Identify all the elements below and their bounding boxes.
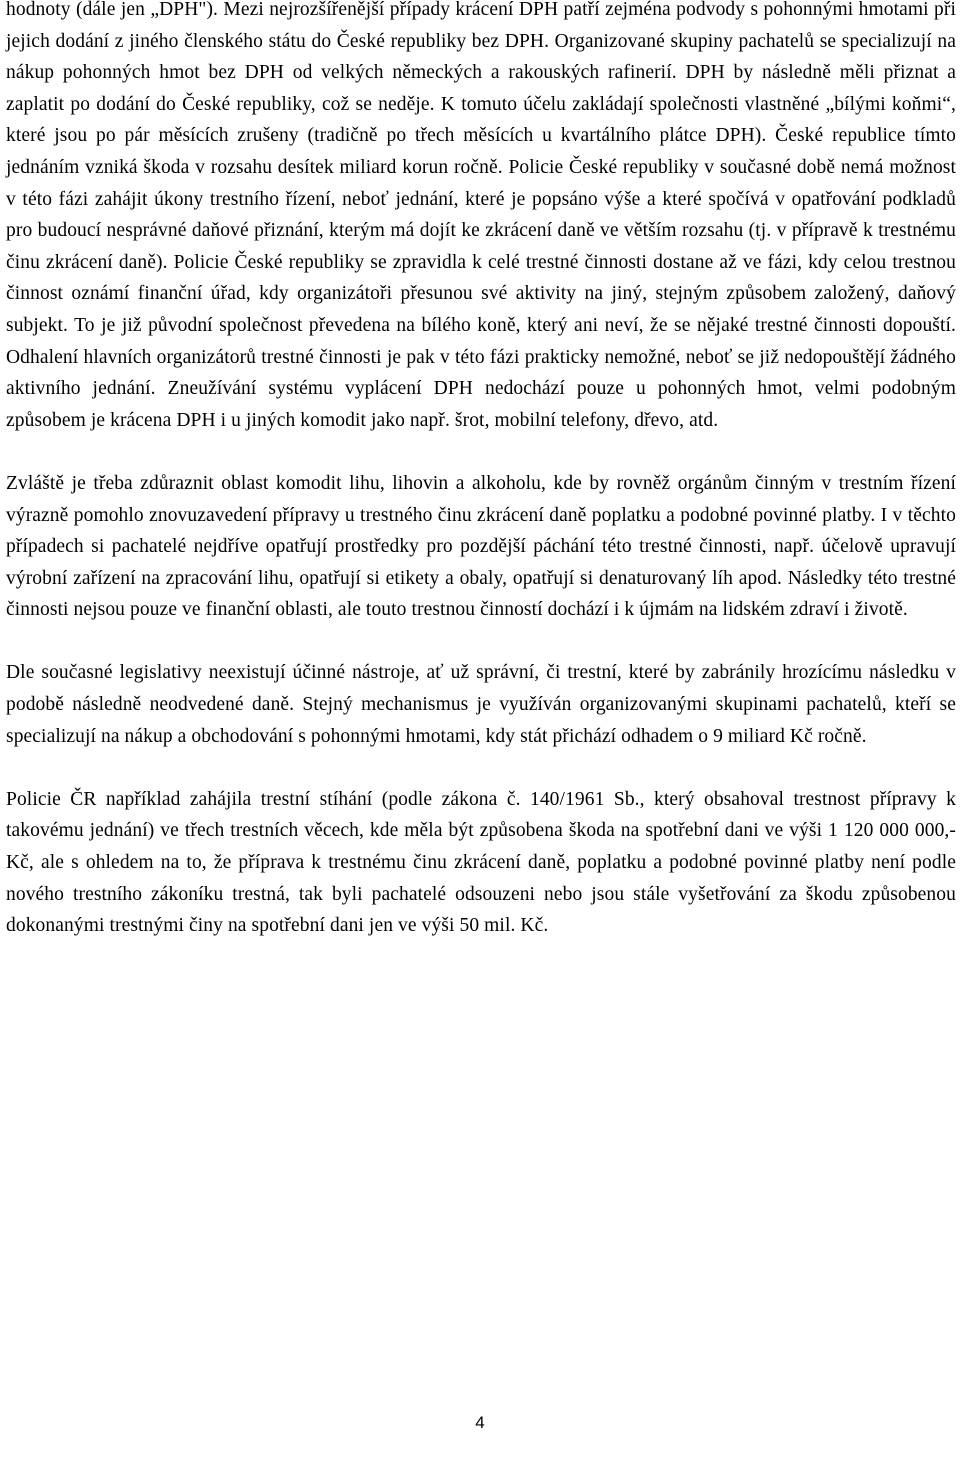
paragraph-alcohol-commodities: Zvláště je třeba zdůraznit oblast komodit lihu, lihovin a alkoholu, kde by rovněž orgánům činným v trestním řízení výrazně pomohlo znovuzavedení přípravy u trestného činu zkrácení daně poplatku a podobné povinné platby. I v těchto případech si pachatelé nejdříve opatřují prostředky pro pozdější páchání této trestné činnosti, např. účelově upravují výrobní zařízení na zpracování lihu, opatřují si etikety a obaly, opatřují si denaturovaný líh apod. Následky této trestné činnosti nejsou pouze ve finanční oblasti, ale touto trestnou činností dochází i k újmám na lidském zdraví i životě. bbox=[6, 472, 956, 621]
page-number: 4 bbox=[475, 1413, 485, 1432]
paragraph-current-legislation: Dle současné legislativy neexistují účinné nástroje, ať už správní, či trestní, které by zabránily hrozícímu následku v podobě následně neodvedené daně. Stejný mechanismus je využíván organizovanými skupinami pachatelů, kteří se specializují na nákup a obchodování s pohonnými hmotami, kdy stát přichází odhadem o 9 miliard Kč ročně. bbox=[6, 662, 956, 747]
paragraph-vat-fraud-fuel: hodnoty (dále jen „DPH"). Mezi nejrozšířenější případy krácení DPH patří zejména podvody s pohonnými hmotami při jejich dodání z jiného členského státu do České republiky bez DPH. Organizované skupiny pachatelů se specializují na nákup pohonných hmot bez DPH od velkých německých a rakouských rafinerií. DPH by následně měli přiznat a zaplatit po dodání do České republiky, což se neděje. K tomuto účelu zakládají společnosti vlastněné „bílými koňmi“, které jsou po pár měsících zrušeny (tradičně po třech měsících u kvartálního plátce DPH). České republice tímto jednáním vzniká škoda v rozsahu desítek miliard korun ročně. Policie České republiky v současné době nemá možnost v této fázi zahájit úkony trestního řízení, neboť jednání, které je popsáno výše a které spočívá v opatřování podkladů pro budoucí nesprávné daňové přiznání, kterým má dojít ke zkrácení daně ve větším rozsahu (tj. v přípravě k trestnému činu zkrácení daně). Policie České republiky se zpravidla k celé trestné činnosti dostane až ve fázi, kdy celou trestnou činnost oznámí finanční úřad, kdy organizátoři přesunou své aktivity na jiný, stejným způsobem založený, daňový subjekt. To je již původní společnost převedena na bílého koně, který ani neví, že se nějaké trestné činnosti dopouští. Odhalení hlavních organizátorů trestné činnosti je pak v této fázi prakticky nemožné, neboť se již nedopouštějí žádného aktivního jednání. Zneužívání systému vyplácení DPH nedochází pouze u pohonných hmot, velmi podobným způsobem je krácena DPH i u jiných komodit jako např. šrot, mobilní telefony, dřevo, atd. bbox=[6, 0, 956, 431]
document-page bbox=[6, 0, 956, 942]
paragraph-police-prosecution: Policie ČR například zahájila trestní stíhání (podle zákona č. 140/1961 Sb., který obsahoval trestnost přípravy k takovému jednání) ve třech trestních věcech, kde měla být způsobena škoda na spotřební dani ve výši 1 120 000 000,- Kč, ale s ohledem na to, že příprava k trestnému činu zkrácení daně, poplatku a podobné povinné platby není podle nového trestního zákoníku trestná, tak byli pachatelé odsouzeni nebo jsou stále vyšetřování za škodu způsobenou dokonanými trestnými činy na spotřební dani jen ve výši 50 mil. Kč. bbox=[6, 788, 956, 937]
